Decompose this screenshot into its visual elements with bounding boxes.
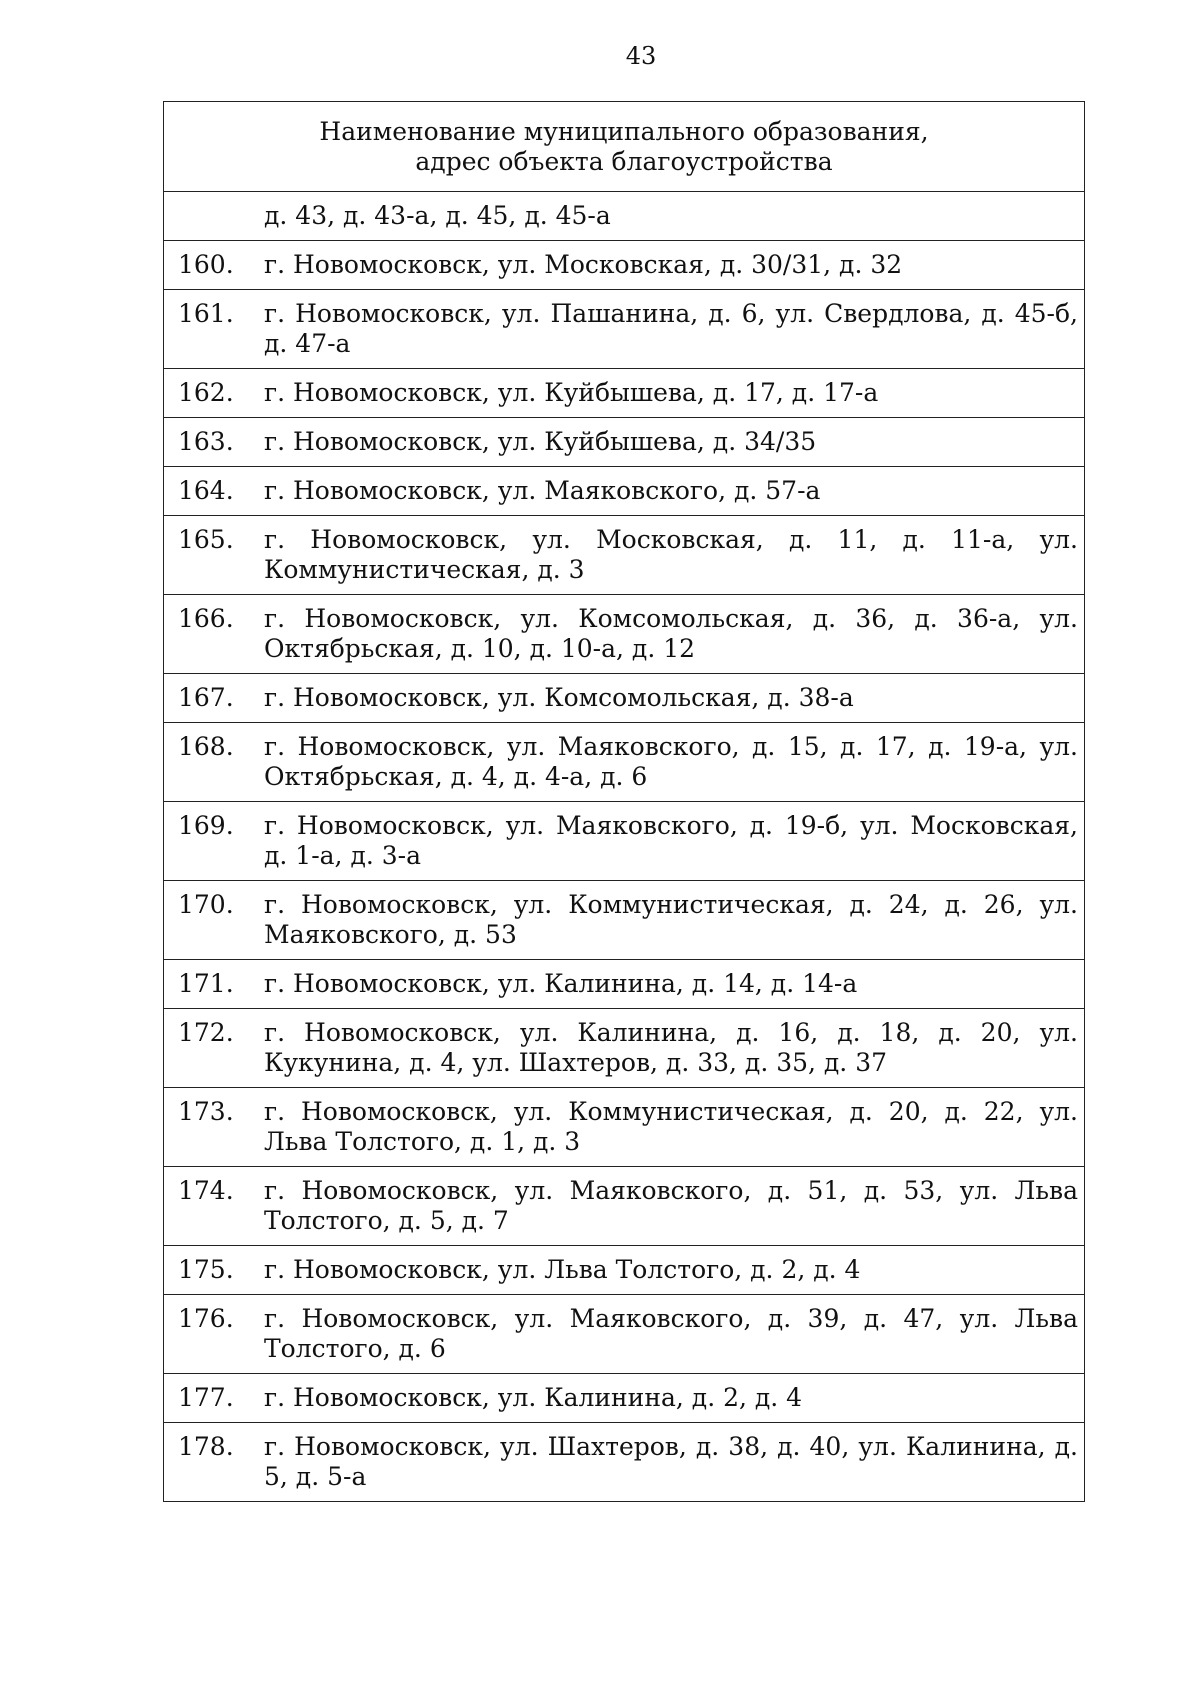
- row-number: 163.: [164, 418, 265, 467]
- row-number: 176.: [164, 1295, 265, 1374]
- row-address: г. Новомосковск, ул. Московская, д. 11, д. 11-а, ул. Коммунистическая, д. 3: [264, 516, 1085, 595]
- table-row: [164, 467, 1085, 516]
- row-number: 177.: [164, 1374, 265, 1423]
- row-address: г. Новомосковск, ул. Комсомольская, д. 38-а: [264, 674, 1085, 723]
- row-address: г. Новомосковск, ул. Калинина, д. 2, д. 4: [264, 1374, 1085, 1423]
- row-address: г. Новомосковск, ул. Шахтеров, д. 38, д. 40, ул. Калинина, д. 5, д. 5-а: [264, 1423, 1085, 1502]
- table-row: [164, 1167, 1085, 1246]
- row-address: г. Новомосковск, ул. Московская, д. 30/31, д. 32: [264, 241, 1085, 290]
- header-line-1: Наименование муниципального образования,: [319, 116, 929, 146]
- table-row: [164, 674, 1085, 723]
- row-address: г. Новомосковск, ул. Маяковского, д. 19-б, ул. Московская, д. 1-а, д. 3-а: [264, 802, 1085, 881]
- row-address: г. Новомосковск, ул. Калинина, д. 16, д. 18, д. 20, ул. Кукунина, д. 4, ул. Шахтеров, д. 33, д. 35, д. 37: [264, 1009, 1085, 1088]
- row-number: 171.: [164, 960, 265, 1009]
- row-address: г. Новомосковск, ул. Коммунистическая, д. 20, д. 22, ул. Льва Толстого, д. 1, д. 3: [264, 1088, 1085, 1167]
- row-number: 173.: [164, 1088, 265, 1167]
- table-header-row: [164, 102, 1085, 192]
- row-number: 166.: [164, 595, 265, 674]
- row-address: г. Новомосковск, ул. Куйбышева, д. 17, д. 17-а: [264, 369, 1085, 418]
- row-number: 169.: [164, 802, 265, 881]
- row-number: 172.: [164, 1009, 265, 1088]
- table-row: [164, 802, 1085, 881]
- table-row: [164, 1295, 1085, 1374]
- row-address: г. Новомосковск, ул. Маяковского, д. 57-а: [264, 467, 1085, 516]
- table-row: [164, 241, 1085, 290]
- row-number: 175.: [164, 1246, 265, 1295]
- row-address: г. Новомосковск, ул. Куйбышева, д. 34/35: [264, 418, 1085, 467]
- row-number: 164.: [164, 467, 265, 516]
- header-line-2: адрес объекта благоустройства: [415, 146, 833, 176]
- row-number: 162.: [164, 369, 265, 418]
- table-row: [164, 1009, 1085, 1088]
- table-row: [164, 516, 1085, 595]
- table-row: [164, 192, 1085, 241]
- row-number: 174.: [164, 1167, 265, 1246]
- row-address: г. Новомосковск, ул. Коммунистическая, д. 24, д. 26, ул. Маяковского, д. 53: [264, 881, 1085, 960]
- row-number: 170.: [164, 881, 265, 960]
- table-row: [164, 290, 1085, 369]
- row-address: д. 43, д. 43-а, д. 45, д. 45-а: [264, 192, 1085, 241]
- row-number: [164, 192, 265, 241]
- row-number: 168.: [164, 723, 265, 802]
- table-row: [164, 369, 1085, 418]
- table-row: [164, 960, 1085, 1009]
- table-header: [164, 102, 1085, 192]
- row-number: 160.: [164, 241, 265, 290]
- row-address: г. Новомосковск, ул. Пашанина, д. 6, ул. Свердлова, д. 45-б, д. 47-а: [264, 290, 1085, 369]
- row-address: г. Новомосковск, ул. Калинина, д. 14, д. 14-а: [264, 960, 1085, 1009]
- table-row: [164, 595, 1085, 674]
- row-number: 178.: [164, 1423, 265, 1502]
- row-address: г. Новомосковск, ул. Льва Толстого, д. 2, д. 4: [264, 1246, 1085, 1295]
- row-number: 167.: [164, 674, 265, 723]
- row-number: 165.: [164, 516, 265, 595]
- table-row: [164, 1374, 1085, 1423]
- address-table: [163, 101, 1085, 1502]
- table-row: [164, 1088, 1085, 1167]
- table-row: [164, 1246, 1085, 1295]
- table-row: [164, 723, 1085, 802]
- row-address: г. Новомосковск, ул. Маяковского, д. 39, д. 47, ул. Льва Толстого, д. 6: [264, 1295, 1085, 1374]
- row-address: г. Новомосковск, ул. Маяковского, д. 51, д. 53, ул. Льва Толстого, д. 5, д. 7: [264, 1167, 1085, 1246]
- page-number: 43: [625, 42, 657, 70]
- row-address: г. Новомосковск, ул. Комсомольская, д. 36, д. 36-а, ул. Октябрьская, д. 10, д. 10-а, д. 12: [264, 595, 1085, 674]
- row-number: 161.: [164, 290, 265, 369]
- row-address: г. Новомосковск, ул. Маяковского, д. 15, д. 17, д. 19-а, ул. Октябрьская, д. 4, д. 4-а, д. 6: [264, 723, 1085, 802]
- table-row: [164, 1423, 1085, 1502]
- table-row: [164, 418, 1085, 467]
- table-row: [164, 881, 1085, 960]
